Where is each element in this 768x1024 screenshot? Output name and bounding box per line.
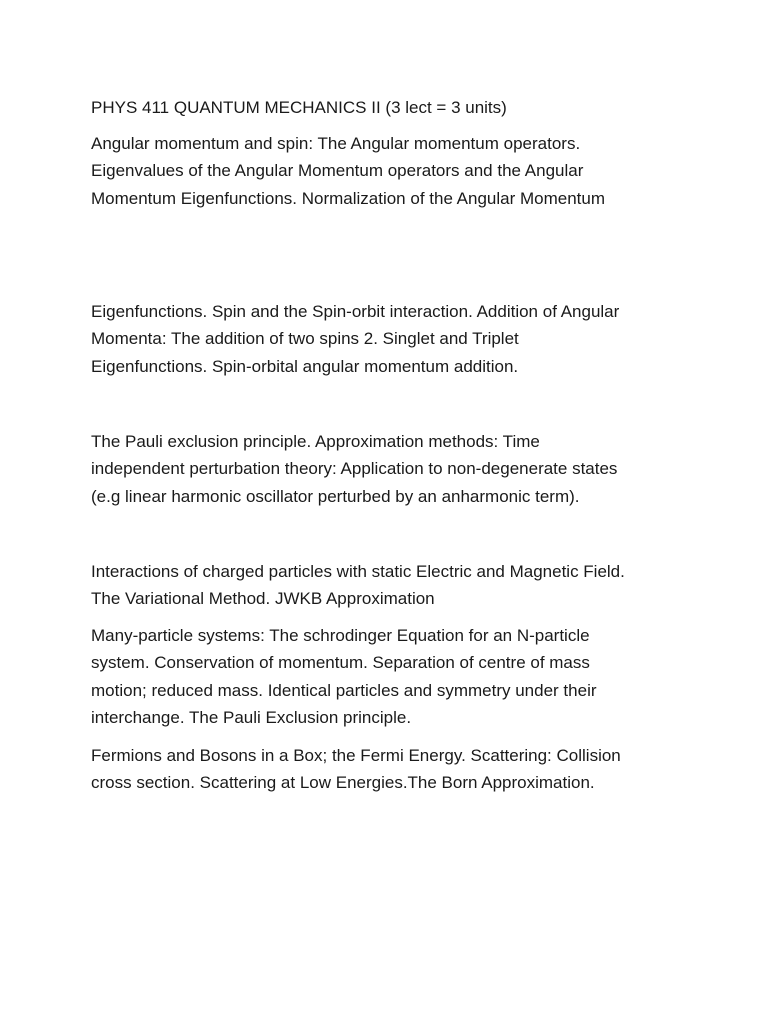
paragraph-many-particle-systems: Many-particle systems: The schrodinger Equation for an N-particle system. Conservation of momentum. Separation of centre of mass motion; reduced mass. Identical particles and symmetry under their interchange. The Pauli Exclusion principle. [91,626,597,727]
paragraph-charged-particles: Interactions of charged particles with static Electric and Magnetic Field. The Variational Method. JWKB Approximation [91,562,625,609]
document-title: PHYS 411 QUANTUM MECHANICS II (3 lect = 3 units) [91,98,507,117]
paragraph-angular-momentum: Angular momentum and spin: The Angular momentum operators. Eigenvalues of the Angular Momentum operators and the Angular Momentum Eigenfunctions. Normalization of the Angular Momentum [91,134,606,208]
paragraph-scattering: Fermions and Bosons in a Box; the Fermi Energy. Scattering: Collision cross section. Scattering at Low Energies.The Born Approximation. [91,746,621,793]
paragraph-perturbation-theory: The Pauli exclusion principle. Approximation methods: Time independent perturbation theory: Application to non-degenerate states (e.g linear harmonic oscillator perturbed by an anharmonic term). [91,432,618,506]
paragraph-spin-addition: Eigenfunctions. Spin and the Spin-orbit interaction. Addition of Angular Momenta: The addition of two spins 2. Singlet and Triplet Eigenfunctions. Spin-orbital angular momentum addition. [91,302,620,376]
